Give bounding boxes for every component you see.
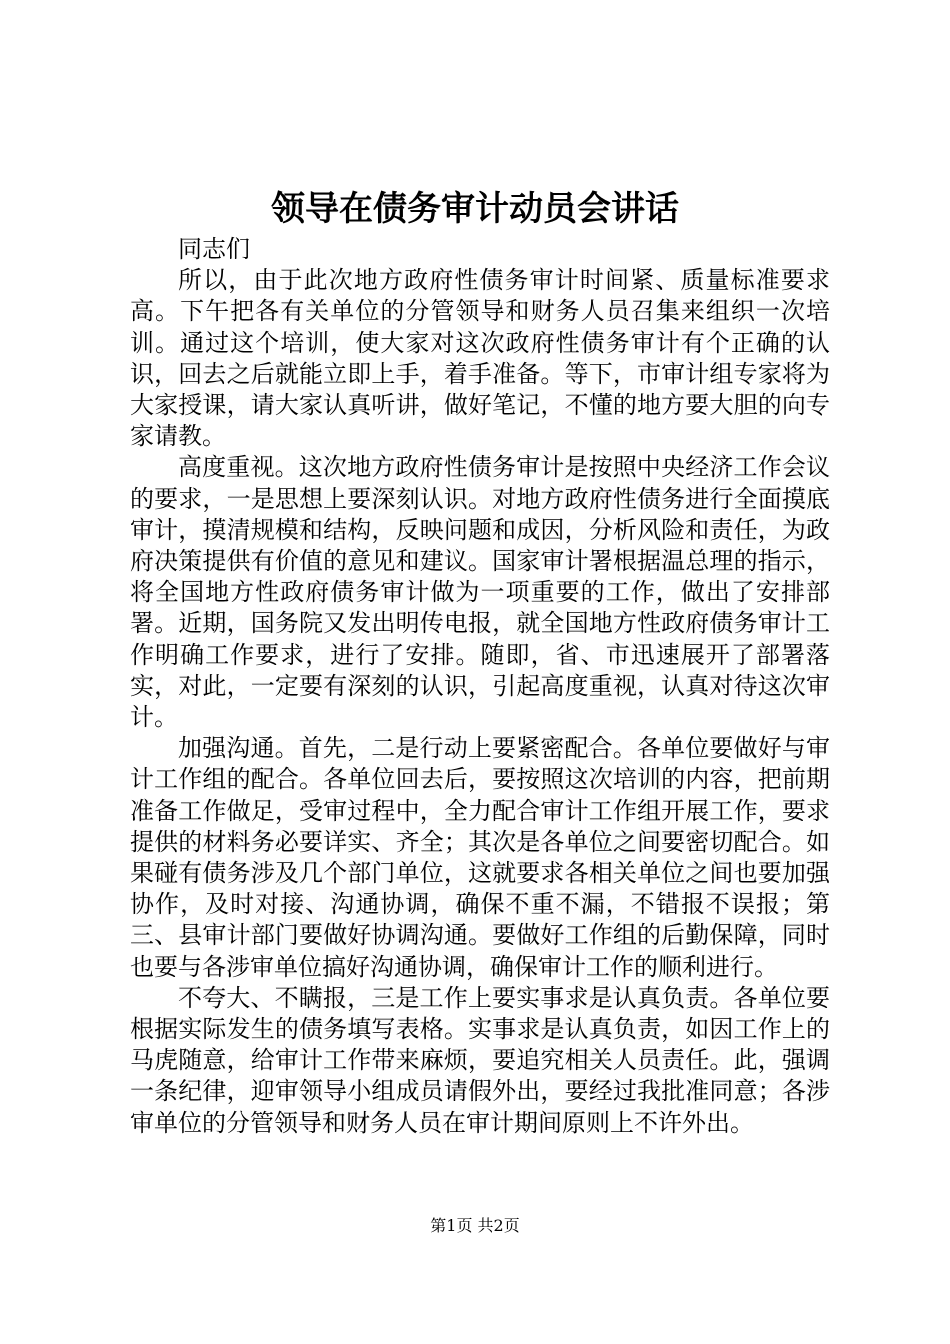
paragraph-4: 不夸大、不瞒报，三是工作上要实事求是认真负责。各单位要根据实际发生的债务填写表格。实事求是认真负责，如因工作上的马虎随意，给审计工作带来麻烦，要追究相关人员责任。此，强调一条纪律，迎审领导小组成员请假外出，要经过我批准同意；各涉审单位的分管领导和财务人员在审计期间原则上不许外出。	[130, 983, 830, 1137]
document-body	[130, 234, 830, 1139]
document-title: 领导在债务审计动员会讲话	[271, 189, 679, 229]
paragraph-2: 高度重视。这次地方政府性债务审计是按照中央经济工作会议的要求，一是思想上要深刻认识。对地方政府性债务进行全面摸底审计，摸清规模和结构，反映问题和成因，分析风险和责任，为政府决策提供有价值的意见和建议。国家审计署根据温总理的指示，将全国地方性政府债务审计做为一项重要的工作，做出了安排部署。近期，国务院又发出明传电报，就全国地方性政府债务审计工作明确工作要求，进行了安排。随即，省、市迅速展开了部署落实，对此，一定要有深刻的认识，引起高度重视，认真对待这次审计。	[130, 453, 830, 732]
paragraph-3: 加强沟通。首先，二是行动上要紧密配合。各单位要做好与审计工作组的配合。各单位回去后，要按照这次培训的内容，把前期准备工作做足，受审过程中，全力配合审计工作组开展工作，要求提供的材料务必要详实、齐全；其次是各单位之间要密切配合。如果碰有债务涉及几个部门单位，这就要求各相关单位之间也要加强协作，及时对接、沟通协调，确保不重不漏，不错报不误报；第三、县审计部门要做好协调沟通。要做好工作组的后勤保障，同时也要与各涉审单位搞好沟通协调，确保审计工作的顺利进行。	[130, 734, 830, 981]
paragraph-1: 所以，由于此次地方政府性债务审计时间紧、质量标准要求高。下午把各有关单位的分管领导和财务人员召集来组织一次培训。通过这个培训，使大家对这次政府性债务审计有个正确的认识，回去之后就能立即上手，着手准备。等下，市审计组专家将为大家授课，请大家认真听讲，做好笔记，不懂的地方要大胆的向专家请教。	[130, 266, 830, 451]
salutation: 同志们	[178, 235, 250, 263]
page-number-footer: 第1页 共2页	[430, 1216, 520, 1235]
